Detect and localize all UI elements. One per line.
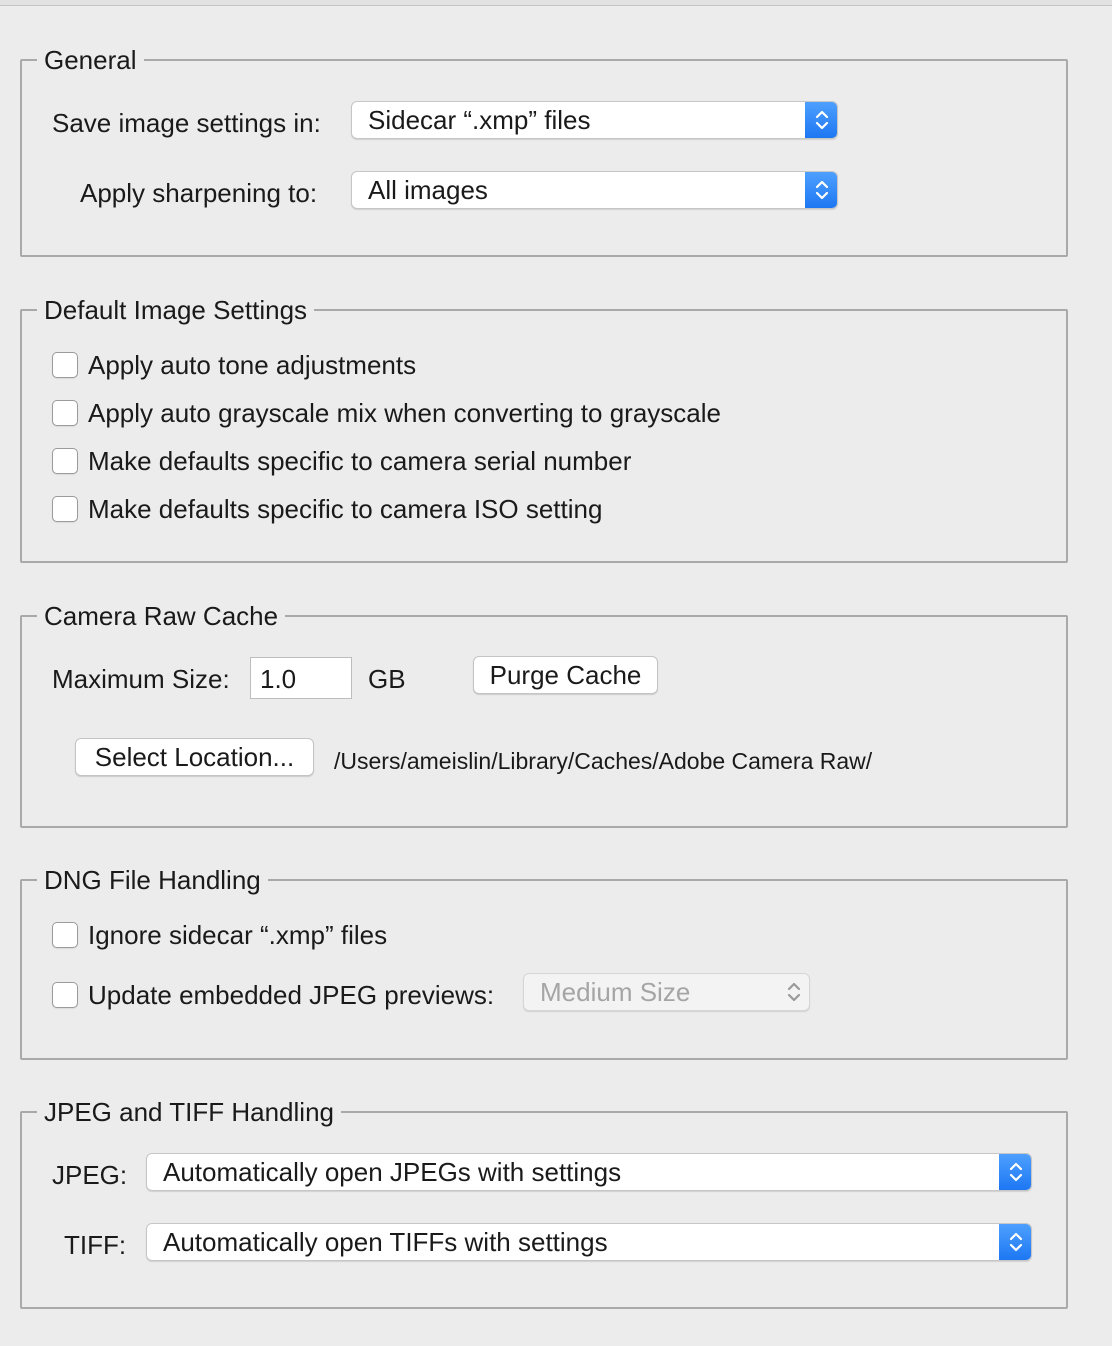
jpeg-tiff-handling-legend: JPEG and TIFF Handling (44, 1097, 334, 1127)
serial-number-label: Make defaults specific to camera serial number (88, 446, 632, 476)
save-settings-popup[interactable] (351, 101, 838, 139)
iso-setting-label: Make defaults specific to camera ISO setting (88, 494, 603, 524)
tiff-label: TIFF: (64, 1230, 127, 1260)
tiff-handling-popup[interactable] (146, 1223, 1032, 1261)
jpeg-handling-popup[interactable] (146, 1153, 1032, 1191)
sharpening-value: All images (368, 175, 488, 205)
chevron-up-down-icon (777, 973, 810, 1011)
general-legend: General (44, 45, 137, 75)
ignore-sidecar-label: Ignore sidecar “.xmp” files (88, 920, 388, 950)
iso-setting-option[interactable] (52, 494, 602, 524)
select-location-button[interactable]: Select Location... (75, 738, 314, 776)
iso-setting-checkbox[interactable] (52, 496, 78, 522)
update-previews-label: Update embedded JPEG previews: (88, 980, 495, 1010)
cache-location-path: /Users/ameislin/Library/Caches/Adobe Camera Raw/ (334, 748, 873, 774)
preview-size-value: Medium Size (540, 977, 691, 1007)
auto-tone-option[interactable] (52, 350, 416, 380)
update-previews-checkbox[interactable] (52, 982, 78, 1008)
jpeg-handling-value: Automatically open JPEGs with settings (163, 1157, 622, 1187)
jpeg-label: JPEG: (52, 1160, 128, 1190)
purge-cache-button[interactable]: Purge Cache (473, 656, 658, 694)
chevron-up-down-icon (805, 101, 838, 139)
window-top-edge (0, 0, 1112, 6)
maximum-size-input[interactable]: 1.0 (250, 657, 352, 699)
auto-tone-checkbox[interactable] (52, 352, 78, 378)
dng-file-handling-group (20, 865, 1068, 1060)
dng-file-handling-legend: DNG File Handling (44, 865, 261, 895)
camera-raw-cache-group (20, 601, 1068, 828)
ignore-sidecar-option[interactable] (52, 920, 387, 950)
tiff-handling-value: Automatically open TIFFs with settings (163, 1227, 608, 1257)
ignore-sidecar-checkbox[interactable] (52, 922, 78, 948)
size-unit-label: GB (368, 664, 406, 694)
auto-tone-label: Apply auto tone adjustments (88, 350, 417, 380)
sharpening-label: Apply sharpening to: (80, 178, 318, 208)
serial-number-checkbox[interactable] (52, 448, 78, 474)
auto-grayscale-option[interactable] (52, 398, 721, 428)
chevron-up-down-icon (805, 171, 838, 209)
auto-grayscale-label: Apply auto grayscale mix when converting to grayscale (88, 398, 721, 428)
camera-raw-cache-legend: Camera Raw Cache (44, 601, 279, 631)
update-previews-option[interactable] (52, 980, 494, 1010)
chevron-up-down-icon (999, 1223, 1032, 1261)
maximum-size-label: Maximum Size: (52, 664, 230, 694)
default-image-settings-legend: Default Image Settings (44, 295, 308, 325)
preview-size-popup[interactable] (523, 973, 810, 1011)
sharpening-popup[interactable] (351, 171, 838, 209)
chevron-up-down-icon (999, 1153, 1032, 1191)
save-settings-label: Save image settings in: (52, 108, 321, 138)
auto-grayscale-checkbox[interactable] (52, 400, 78, 426)
jpeg-tiff-handling-group (20, 1097, 1068, 1309)
general-group (20, 45, 1068, 257)
serial-number-option[interactable] (52, 446, 631, 476)
save-settings-value: Sidecar “.xmp” files (368, 105, 591, 135)
